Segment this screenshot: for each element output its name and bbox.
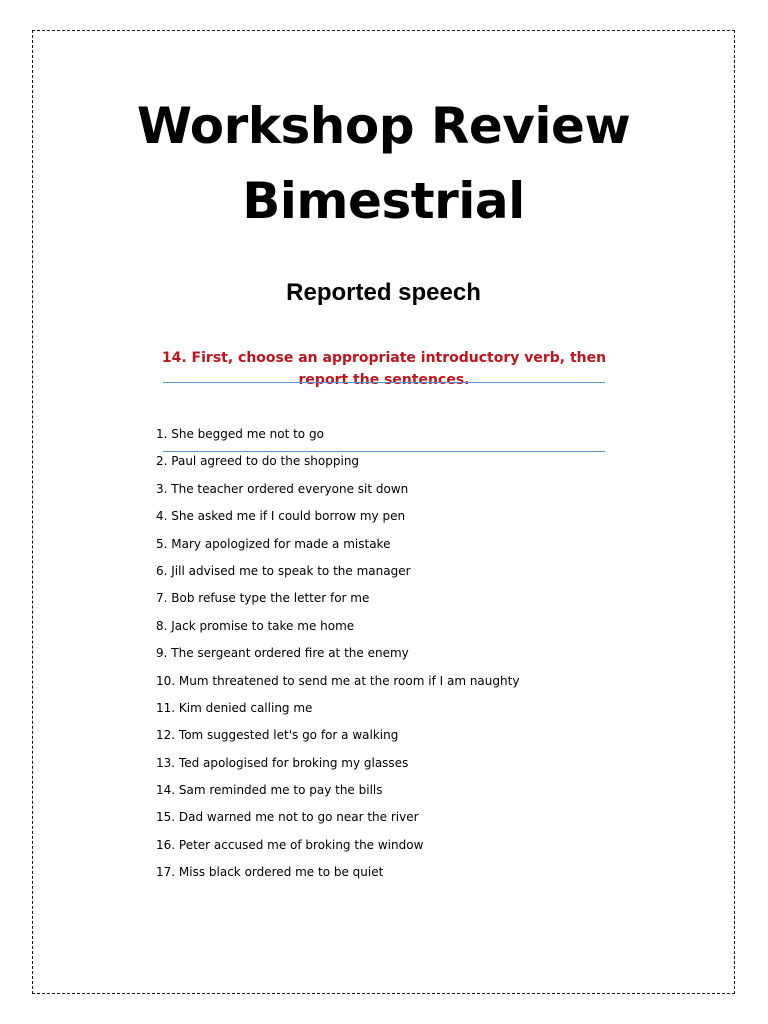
sentence-item: 14. Sam reminded me to pay the bills: [156, 783, 383, 798]
page-title-line-1: Workshop Review: [136, 97, 631, 155]
sentence-item: 10. Mum threatened to send me at the room if I am naughty: [156, 673, 520, 688]
sentence-item: 17. Miss black ordered me to be quiet: [156, 865, 384, 880]
sentence-item: 4. She asked me if I could borrow my pen: [156, 509, 406, 524]
sentence-item: 15. Dad warned me not to go near the river: [156, 810, 419, 825]
sentence-item: 11. Kim denied calling me: [156, 700, 313, 715]
sentence-item: 3. The teacher ordered everyone sit down: [156, 481, 409, 496]
sentence-item: 1. She begged me not to go: [156, 427, 324, 441]
sentence-item: 8. Jack promise to take me home: [156, 618, 355, 633]
sentence-item: 5. Mary apologized for made a mistake: [156, 536, 391, 551]
sentence-list: [156, 424, 519, 890]
sentence-item: 16. Peter accused me of broking the window: [156, 837, 424, 852]
sentence-item: 13. Ted apologised for broking my glasses: [156, 755, 409, 770]
exercise-instruction: 14. First, choose an appropriate introductory verb, then report the sentences.: [161, 350, 607, 388]
section-subtitle: Reported speech: [286, 279, 481, 306]
horizontal-rule: [163, 382, 605, 383]
page-title-line-2: Bimestrial: [242, 172, 525, 230]
sentence-item: 2. Paul agreed to do the shopping: [156, 454, 360, 469]
sentence-item: 9. The sergeant ordered fire at the enemy: [156, 646, 409, 661]
sentence-item: 6. Jill advised me to speak to the manager: [156, 563, 411, 578]
sentence-item: 7. Bob refuse type the letter for me: [156, 591, 370, 606]
sentence-item: 12. Tom suggested let's go for a walking: [156, 728, 399, 743]
